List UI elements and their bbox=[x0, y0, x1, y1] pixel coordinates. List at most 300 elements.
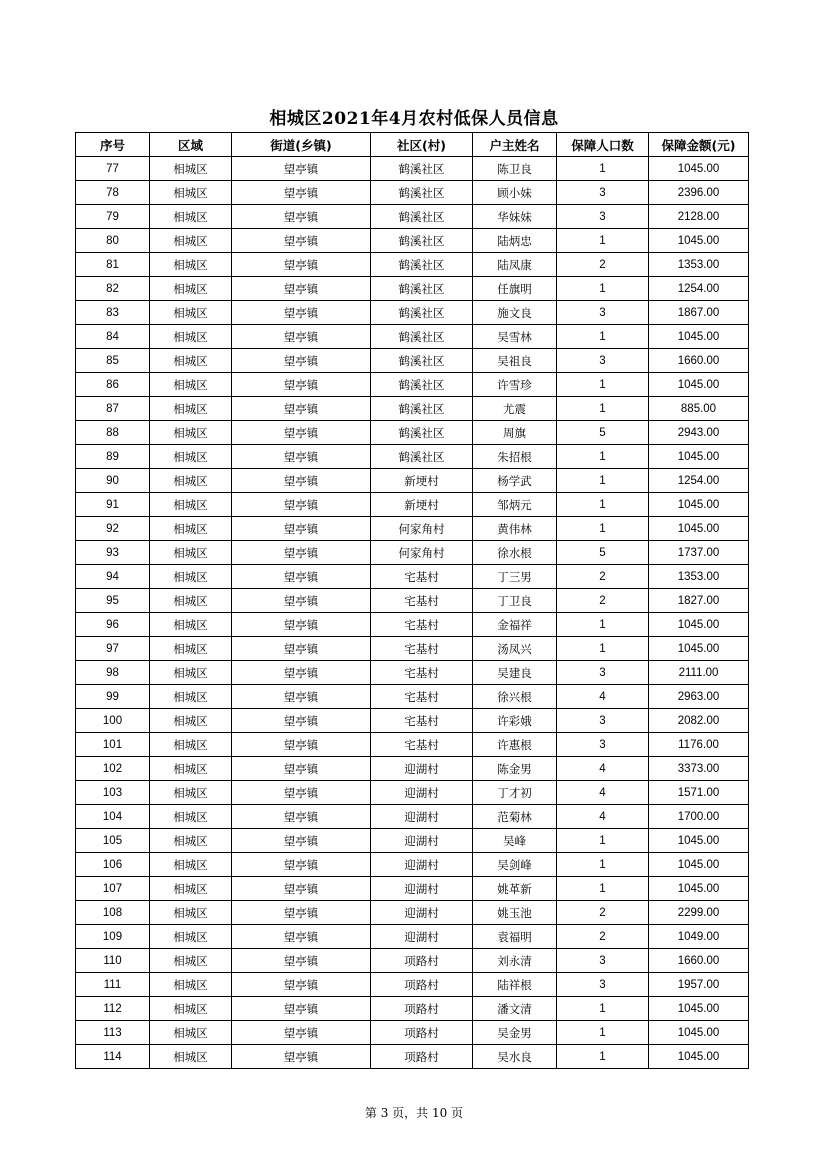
cell-amount: 1045.00 bbox=[649, 877, 749, 901]
cell-householder: 汤凤兴 bbox=[473, 637, 557, 661]
table-header-row bbox=[76, 133, 749, 157]
table-row bbox=[76, 517, 749, 541]
cell-population: 1 bbox=[557, 325, 649, 349]
cell-index: 77 bbox=[76, 157, 150, 181]
cell-population: 1 bbox=[557, 445, 649, 469]
cell-area: 相城区 bbox=[150, 469, 232, 493]
table-row bbox=[76, 181, 749, 205]
cell-population: 3 bbox=[557, 661, 649, 685]
cell-population: 1 bbox=[557, 277, 649, 301]
cell-community: 迎湖村 bbox=[371, 781, 473, 805]
cell-index: 81 bbox=[76, 253, 150, 277]
cell-householder: 朱招根 bbox=[473, 445, 557, 469]
table-row bbox=[76, 709, 749, 733]
cell-amount: 1045.00 bbox=[649, 829, 749, 853]
table-row bbox=[76, 1045, 749, 1069]
cell-amount: 1049.00 bbox=[649, 925, 749, 949]
cell-area: 相城区 bbox=[150, 541, 232, 565]
col-header-street: 街道(乡镇) bbox=[232, 133, 371, 157]
col-header-householder: 户主姓名 bbox=[473, 133, 557, 157]
cell-community: 宅基村 bbox=[371, 589, 473, 613]
cell-community: 何家角村 bbox=[371, 517, 473, 541]
cell-householder: 丁三男 bbox=[473, 565, 557, 589]
table-row bbox=[76, 157, 749, 181]
cell-population: 2 bbox=[557, 253, 649, 277]
cell-amount: 2943.00 bbox=[649, 421, 749, 445]
table-row bbox=[76, 589, 749, 613]
cell-area: 相城区 bbox=[150, 397, 232, 421]
cell-amount: 1045.00 bbox=[649, 493, 749, 517]
cell-amount: 1045.00 bbox=[649, 1045, 749, 1069]
cell-householder: 许彩娥 bbox=[473, 709, 557, 733]
cell-street: 望亭镇 bbox=[232, 733, 371, 757]
cell-amount: 2299.00 bbox=[649, 901, 749, 925]
cell-index: 95 bbox=[76, 589, 150, 613]
cell-area: 相城区 bbox=[150, 853, 232, 877]
cell-community: 鹤溪社区 bbox=[371, 229, 473, 253]
table-row bbox=[76, 829, 749, 853]
cell-area: 相城区 bbox=[150, 757, 232, 781]
cell-householder: 任旗明 bbox=[473, 277, 557, 301]
cell-householder: 潘文清 bbox=[473, 997, 557, 1021]
cell-area: 相城区 bbox=[150, 157, 232, 181]
cell-amount: 1867.00 bbox=[649, 301, 749, 325]
cell-index: 85 bbox=[76, 349, 150, 373]
cell-amount: 1254.00 bbox=[649, 469, 749, 493]
cell-street: 望亭镇 bbox=[232, 373, 371, 397]
cell-area: 相城区 bbox=[150, 349, 232, 373]
cell-householder: 黄伟林 bbox=[473, 517, 557, 541]
cell-population: 3 bbox=[557, 301, 649, 325]
cell-street: 望亭镇 bbox=[232, 349, 371, 373]
cell-street: 望亭镇 bbox=[232, 157, 371, 181]
cell-street: 望亭镇 bbox=[232, 301, 371, 325]
cell-area: 相城区 bbox=[150, 685, 232, 709]
cell-community: 迎湖村 bbox=[371, 877, 473, 901]
cell-area: 相城区 bbox=[150, 829, 232, 853]
cell-area: 相城区 bbox=[150, 1021, 232, 1045]
cell-population: 1 bbox=[557, 877, 649, 901]
cell-index: 90 bbox=[76, 469, 150, 493]
cell-householder: 许雪珍 bbox=[473, 373, 557, 397]
cell-community: 鹤溪社区 bbox=[371, 181, 473, 205]
cell-area: 相城区 bbox=[150, 229, 232, 253]
cell-community: 迎湖村 bbox=[371, 901, 473, 925]
cell-street: 望亭镇 bbox=[232, 877, 371, 901]
table-row bbox=[76, 613, 749, 637]
cell-area: 相城区 bbox=[150, 325, 232, 349]
cell-population: 1 bbox=[557, 1021, 649, 1045]
cell-population: 1 bbox=[557, 1045, 649, 1069]
cell-index: 91 bbox=[76, 493, 150, 517]
cell-index: 79 bbox=[76, 205, 150, 229]
cell-population: 4 bbox=[557, 685, 649, 709]
cell-area: 相城区 bbox=[150, 637, 232, 661]
cell-population: 1 bbox=[557, 493, 649, 517]
table-row bbox=[76, 1021, 749, 1045]
cell-amount: 1045.00 bbox=[649, 517, 749, 541]
cell-householder: 金福祥 bbox=[473, 613, 557, 637]
cell-population: 1 bbox=[557, 517, 649, 541]
table-row bbox=[76, 925, 749, 949]
cell-area: 相城区 bbox=[150, 445, 232, 469]
table-row bbox=[76, 445, 749, 469]
cell-index: 88 bbox=[76, 421, 150, 445]
cell-amount: 1737.00 bbox=[649, 541, 749, 565]
cell-community: 项路村 bbox=[371, 949, 473, 973]
cell-index: 93 bbox=[76, 541, 150, 565]
cell-householder: 陆祥根 bbox=[473, 973, 557, 997]
cell-amount: 2082.00 bbox=[649, 709, 749, 733]
cell-area: 相城区 bbox=[150, 277, 232, 301]
table-row bbox=[76, 541, 749, 565]
cell-amount: 1827.00 bbox=[649, 589, 749, 613]
cell-street: 望亭镇 bbox=[232, 253, 371, 277]
cell-index: 86 bbox=[76, 373, 150, 397]
cell-householder: 吴祖良 bbox=[473, 349, 557, 373]
document-title: 相城区2021年4月农村低保人员信息 bbox=[269, 109, 559, 129]
cell-amount: 2963.00 bbox=[649, 685, 749, 709]
cell-householder: 袁福明 bbox=[473, 925, 557, 949]
cell-community: 鹤溪社区 bbox=[371, 301, 473, 325]
table-row bbox=[76, 565, 749, 589]
cell-householder: 尤震 bbox=[473, 397, 557, 421]
cell-community: 宅基村 bbox=[371, 733, 473, 757]
cell-population: 3 bbox=[557, 181, 649, 205]
col-header-area: 区域 bbox=[150, 133, 232, 157]
cell-area: 相城区 bbox=[150, 709, 232, 733]
cell-amount: 1660.00 bbox=[649, 949, 749, 973]
cell-community: 项路村 bbox=[371, 997, 473, 1021]
cell-population: 1 bbox=[557, 637, 649, 661]
cell-householder: 杨学武 bbox=[473, 469, 557, 493]
cell-area: 相城区 bbox=[150, 781, 232, 805]
cell-community: 宅基村 bbox=[371, 613, 473, 637]
table-row bbox=[76, 349, 749, 373]
cell-householder: 姚革新 bbox=[473, 877, 557, 901]
cell-street: 望亭镇 bbox=[232, 661, 371, 685]
cell-index: 84 bbox=[76, 325, 150, 349]
cell-community: 迎湖村 bbox=[371, 925, 473, 949]
cell-householder: 徐兴根 bbox=[473, 685, 557, 709]
cell-community: 鹤溪社区 bbox=[371, 421, 473, 445]
cell-street: 望亭镇 bbox=[232, 757, 371, 781]
table-row bbox=[76, 997, 749, 1021]
cell-index: 83 bbox=[76, 301, 150, 325]
cell-street: 望亭镇 bbox=[232, 997, 371, 1021]
table-row bbox=[76, 253, 749, 277]
cell-population: 1 bbox=[557, 373, 649, 397]
cell-householder: 丁才初 bbox=[473, 781, 557, 805]
cell-community: 新埂村 bbox=[371, 493, 473, 517]
cell-street: 望亭镇 bbox=[232, 205, 371, 229]
cell-amount: 1045.00 bbox=[649, 373, 749, 397]
cell-index: 109 bbox=[76, 925, 150, 949]
cell-community: 宅基村 bbox=[371, 685, 473, 709]
cell-street: 望亭镇 bbox=[232, 589, 371, 613]
cell-amount: 1045.00 bbox=[649, 157, 749, 181]
cell-amount: 1700.00 bbox=[649, 805, 749, 829]
cell-population: 3 bbox=[557, 733, 649, 757]
cell-population: 5 bbox=[557, 541, 649, 565]
cell-population: 2 bbox=[557, 901, 649, 925]
cell-index: 100 bbox=[76, 709, 150, 733]
cell-street: 望亭镇 bbox=[232, 853, 371, 877]
cell-area: 相城区 bbox=[150, 997, 232, 1021]
cell-amount: 2111.00 bbox=[649, 661, 749, 685]
cell-community: 鹤溪社区 bbox=[371, 253, 473, 277]
cell-community: 项路村 bbox=[371, 1045, 473, 1069]
cell-population: 2 bbox=[557, 925, 649, 949]
cell-index: 111 bbox=[76, 973, 150, 997]
table-row bbox=[76, 373, 749, 397]
cell-householder: 徐水根 bbox=[473, 541, 557, 565]
table-row bbox=[76, 877, 749, 901]
cell-amount: 1353.00 bbox=[649, 253, 749, 277]
table-row bbox=[76, 637, 749, 661]
cell-community: 鹤溪社区 bbox=[371, 349, 473, 373]
table-row bbox=[76, 853, 749, 877]
cell-area: 相城区 bbox=[150, 205, 232, 229]
cell-population: 3 bbox=[557, 949, 649, 973]
cell-community: 鹤溪社区 bbox=[371, 445, 473, 469]
col-header-population: 保障人口数 bbox=[557, 133, 649, 157]
cell-street: 望亭镇 bbox=[232, 805, 371, 829]
cell-street: 望亭镇 bbox=[232, 517, 371, 541]
cell-index: 94 bbox=[76, 565, 150, 589]
cell-area: 相城区 bbox=[150, 589, 232, 613]
cell-area: 相城区 bbox=[150, 877, 232, 901]
cell-householder: 姚玉池 bbox=[473, 901, 557, 925]
cell-area: 相城区 bbox=[150, 901, 232, 925]
cell-street: 望亭镇 bbox=[232, 613, 371, 637]
cell-street: 望亭镇 bbox=[232, 229, 371, 253]
cell-index: 106 bbox=[76, 853, 150, 877]
cell-community: 新埂村 bbox=[371, 469, 473, 493]
table-row bbox=[76, 397, 749, 421]
cell-householder: 丁卫良 bbox=[473, 589, 557, 613]
cell-index: 97 bbox=[76, 637, 150, 661]
table-row bbox=[76, 781, 749, 805]
cell-area: 相城区 bbox=[150, 1045, 232, 1069]
cell-street: 望亭镇 bbox=[232, 565, 371, 589]
cell-amount: 1045.00 bbox=[649, 613, 749, 637]
cell-index: 113 bbox=[76, 1021, 150, 1045]
table-row bbox=[76, 733, 749, 757]
table-row bbox=[76, 973, 749, 997]
cell-population: 1 bbox=[557, 157, 649, 181]
cell-index: 103 bbox=[76, 781, 150, 805]
cell-index: 101 bbox=[76, 733, 150, 757]
cell-index: 110 bbox=[76, 949, 150, 973]
cell-householder: 陈卫良 bbox=[473, 157, 557, 181]
cell-community: 宅基村 bbox=[371, 637, 473, 661]
cell-householder: 陆炳忠 bbox=[473, 229, 557, 253]
table-row bbox=[76, 205, 749, 229]
col-header-community: 社区(村) bbox=[371, 133, 473, 157]
cell-area: 相城区 bbox=[150, 949, 232, 973]
cell-area: 相城区 bbox=[150, 373, 232, 397]
cell-index: 114 bbox=[76, 1045, 150, 1069]
cell-householder: 吴水良 bbox=[473, 1045, 557, 1069]
table-row bbox=[76, 685, 749, 709]
cell-population: 3 bbox=[557, 205, 649, 229]
cell-amount: 1176.00 bbox=[649, 733, 749, 757]
cell-population: 1 bbox=[557, 613, 649, 637]
cell-community: 迎湖村 bbox=[371, 829, 473, 853]
cell-area: 相城区 bbox=[150, 661, 232, 685]
cell-street: 望亭镇 bbox=[232, 421, 371, 445]
cell-area: 相城区 bbox=[150, 565, 232, 589]
cell-amount: 1045.00 bbox=[649, 1021, 749, 1045]
cell-amount: 1045.00 bbox=[649, 229, 749, 253]
cell-community: 鹤溪社区 bbox=[371, 373, 473, 397]
cell-amount: 1660.00 bbox=[649, 349, 749, 373]
cell-population: 5 bbox=[557, 421, 649, 445]
cell-community: 项路村 bbox=[371, 973, 473, 997]
cell-community: 鹤溪社区 bbox=[371, 397, 473, 421]
cell-amount: 1571.00 bbox=[649, 781, 749, 805]
cell-community: 鹤溪社区 bbox=[371, 157, 473, 181]
cell-householder: 顾小妹 bbox=[473, 181, 557, 205]
cell-index: 92 bbox=[76, 517, 150, 541]
cell-street: 望亭镇 bbox=[232, 277, 371, 301]
cell-amount: 1045.00 bbox=[649, 637, 749, 661]
cell-community: 鹤溪社区 bbox=[371, 205, 473, 229]
cell-population: 1 bbox=[557, 229, 649, 253]
cell-index: 87 bbox=[76, 397, 150, 421]
cell-community: 迎湖村 bbox=[371, 805, 473, 829]
cell-street: 望亭镇 bbox=[232, 1021, 371, 1045]
cell-householder: 吴建良 bbox=[473, 661, 557, 685]
cell-householder: 施文良 bbox=[473, 301, 557, 325]
cell-population: 4 bbox=[557, 805, 649, 829]
cell-street: 望亭镇 bbox=[232, 949, 371, 973]
cell-community: 迎湖村 bbox=[371, 757, 473, 781]
cell-street: 望亭镇 bbox=[232, 709, 371, 733]
cell-area: 相城区 bbox=[150, 517, 232, 541]
cell-householder: 周旗 bbox=[473, 421, 557, 445]
cell-householder: 吴剑峰 bbox=[473, 853, 557, 877]
table-row bbox=[76, 277, 749, 301]
cell-amount: 1045.00 bbox=[649, 445, 749, 469]
cell-population: 1 bbox=[557, 997, 649, 1021]
cell-street: 望亭镇 bbox=[232, 637, 371, 661]
cell-population: 3 bbox=[557, 709, 649, 733]
cell-population: 3 bbox=[557, 349, 649, 373]
cell-street: 望亭镇 bbox=[232, 1045, 371, 1069]
cell-area: 相城区 bbox=[150, 253, 232, 277]
cell-householder: 范菊林 bbox=[473, 805, 557, 829]
cell-amount: 1045.00 bbox=[649, 997, 749, 1021]
cell-street: 望亭镇 bbox=[232, 397, 371, 421]
cell-amount: 1353.00 bbox=[649, 565, 749, 589]
cell-street: 望亭镇 bbox=[232, 445, 371, 469]
cell-householder: 吴雪林 bbox=[473, 325, 557, 349]
cell-community: 迎湖村 bbox=[371, 853, 473, 877]
cell-street: 望亭镇 bbox=[232, 901, 371, 925]
cell-index: 96 bbox=[76, 613, 150, 637]
cell-index: 112 bbox=[76, 997, 150, 1021]
table-row bbox=[76, 421, 749, 445]
cell-amount: 2396.00 bbox=[649, 181, 749, 205]
cell-community: 何家角村 bbox=[371, 541, 473, 565]
cell-population: 2 bbox=[557, 565, 649, 589]
cell-index: 102 bbox=[76, 757, 150, 781]
cell-population: 1 bbox=[557, 397, 649, 421]
table-row bbox=[76, 325, 749, 349]
cell-householder: 吴峰 bbox=[473, 829, 557, 853]
cell-area: 相城区 bbox=[150, 493, 232, 517]
table-row bbox=[76, 301, 749, 325]
cell-area: 相城区 bbox=[150, 733, 232, 757]
cell-population: 2 bbox=[557, 589, 649, 613]
recipients-table bbox=[75, 132, 749, 1069]
cell-community: 宅基村 bbox=[371, 565, 473, 589]
cell-community: 鹤溪社区 bbox=[371, 325, 473, 349]
cell-population: 1 bbox=[557, 469, 649, 493]
col-header-index: 序号 bbox=[76, 133, 150, 157]
cell-householder: 刘永清 bbox=[473, 949, 557, 973]
cell-population: 4 bbox=[557, 757, 649, 781]
cell-population: 1 bbox=[557, 853, 649, 877]
col-header-amount: 保障金额(元) bbox=[649, 133, 749, 157]
cell-street: 望亭镇 bbox=[232, 685, 371, 709]
cell-community: 项路村 bbox=[371, 1021, 473, 1045]
table-row bbox=[76, 757, 749, 781]
cell-area: 相城区 bbox=[150, 301, 232, 325]
table-row bbox=[76, 805, 749, 829]
table-row bbox=[76, 493, 749, 517]
cell-population: 1 bbox=[557, 829, 649, 853]
cell-community: 鹤溪社区 bbox=[371, 277, 473, 301]
cell-amount: 1045.00 bbox=[649, 853, 749, 877]
table-row bbox=[76, 901, 749, 925]
cell-index: 82 bbox=[76, 277, 150, 301]
cell-index: 108 bbox=[76, 901, 150, 925]
cell-area: 相城区 bbox=[150, 925, 232, 949]
cell-amount: 885.00 bbox=[649, 397, 749, 421]
table-row bbox=[76, 229, 749, 253]
cell-index: 105 bbox=[76, 829, 150, 853]
cell-street: 望亭镇 bbox=[232, 541, 371, 565]
table-row bbox=[76, 949, 749, 973]
cell-area: 相城区 bbox=[150, 805, 232, 829]
cell-amount: 2128.00 bbox=[649, 205, 749, 229]
cell-amount: 1957.00 bbox=[649, 973, 749, 997]
cell-street: 望亭镇 bbox=[232, 973, 371, 997]
cell-index: 89 bbox=[76, 445, 150, 469]
table-row bbox=[76, 469, 749, 493]
cell-householder: 陈金男 bbox=[473, 757, 557, 781]
cell-population: 3 bbox=[557, 973, 649, 997]
cell-street: 望亭镇 bbox=[232, 469, 371, 493]
cell-area: 相城区 bbox=[150, 181, 232, 205]
cell-amount: 1045.00 bbox=[649, 325, 749, 349]
cell-street: 望亭镇 bbox=[232, 781, 371, 805]
cell-index: 99 bbox=[76, 685, 150, 709]
cell-street: 望亭镇 bbox=[232, 493, 371, 517]
cell-area: 相城区 bbox=[150, 421, 232, 445]
cell-index: 104 bbox=[76, 805, 150, 829]
cell-householder: 吴金男 bbox=[473, 1021, 557, 1045]
cell-index: 80 bbox=[76, 229, 150, 253]
cell-amount: 1254.00 bbox=[649, 277, 749, 301]
cell-householder: 邹炳元 bbox=[473, 493, 557, 517]
cell-community: 宅基村 bbox=[371, 709, 473, 733]
cell-area: 相城区 bbox=[150, 613, 232, 637]
cell-amount: 3373.00 bbox=[649, 757, 749, 781]
